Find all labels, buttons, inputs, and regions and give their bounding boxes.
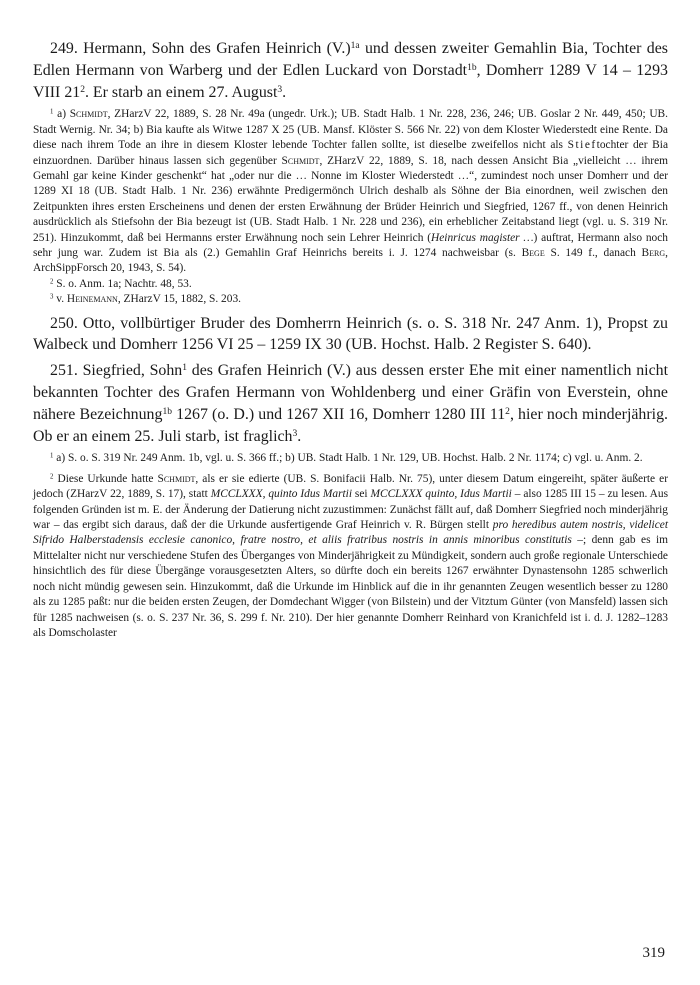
- footnote-text: a) S. o. S. 319 Nr. 249 Anm. 1b, vgl. u. S. 366 ff.; b) UB. Stadt Halb. 1 Nr. 129, UB. Hochst. Halb. 2 Nr. 1174; c) vgl. u. Anm. 2.: [53, 452, 643, 465]
- footnote-marker: 3: [292, 427, 298, 439]
- footnote-marker: 1b: [162, 405, 172, 417]
- footnote-249-2: [33, 277, 668, 292]
- latin-quote: MCCLXXX quinto, Idus Martii: [370, 488, 512, 501]
- footnote-text: , ZHarzV 15, 1882, S. 203.: [117, 293, 241, 306]
- author-name: Berg: [641, 247, 666, 260]
- footnote-text: S. o. Anm. 1a; Nachtr. 48, 53.: [53, 277, 192, 290]
- entry-text: 1267 (o. D.) und 1267 XII 16, Domherr 1280 III 11: [171, 405, 506, 423]
- footnote-marker: 2: [80, 83, 85, 95]
- author-name: Heinemann: [66, 293, 118, 306]
- footnote-number: 1: [50, 452, 54, 460]
- footnote-text: , ZHarzV 22, 1889, S. 28 Nr. 49a (ungedr. Urk.); UB. Stadt Halb. 1 Nr. 228, 236, 246; UB. Goslar 2 Nr. 449, 450; UB. Stadt Wernig. Nr. 34; b) Bia kaufte als Witwe 1287 X 25 (UB. Mansf. Klöster S. 566 Nr. 22) von dem Kloster Wiederstedt eine Rente. Da diese nach ihrem Tode an ihre in diesem Kloster lebende Tochter fallen sollte, ist dieselbe zweifellos nicht als: [33, 108, 669, 152]
- entry-text: und dessen zweiter Gemahlin Bia, Tochter des Edlen Hermann von Warberg und der Edlen Luckard von Dorstadt: [33, 40, 668, 79]
- footnote-text: , ZHarzV 22, 1889, S. 18, nach dessen Ansicht Bia „vielleicht … ihrem Gemahl gar keine Kinder geschenkt“ hat „oder nur die … Nonne im Kloster Wiederstedt …“, zumindest noch unser Domherr und der 1289 XI 18 (UB. Stadt Halb. 1 Nr. 236) erwähnte Predigermönch Ulrich deshalb als Söhne der Bia einordnen, weil zwischen den Zeitpunkten ihres ersten Erscheinens und denen der ersten Erwähnung der Brüder Heinrich und Siegfried, 1267 ff., von denen Heinrich ausdrücklich als Stiefsohn der Bia bezeugt ist (UB. Stadt Halb. 1 Nr. 228 und 236), ein erheblicher Zeitabstand liegt (vgl. u. S. 319 Nr. 251). Hinzukommt, daß bei Hermanns erster Erwähnung noch sein Lehrer Heinrich (: [33, 154, 669, 244]
- footnote-text: a): [53, 108, 70, 121]
- footnote-text: , als er sie edierte (UB. S. Bonifacii Halb. Nr. 75), unter diesem Datum eingereiht, später äußerte er jedoch (ZHarzV 22, 1889, S. 17), statt: [33, 472, 668, 501]
- footnote-251-2: [33, 472, 668, 641]
- footnote-text: tochter der Bia einzuordnen. Darüber hinaus lassen sich gegenüber: [33, 139, 668, 167]
- page-body: [33, 38, 668, 641]
- footnote-marker: 3: [277, 83, 283, 95]
- entry-text: 249. Hermann, Sohn des Grafen Heinrich (V.): [50, 40, 351, 57]
- entry-text: des Grafen Heinrich (V.) aus dessen erster Ehe mit einer namentlich nicht bekannten Tochter des Grafen Hermann von Wohldenberg und einer Gräfin von Everstein, ohne nähere Bezeichnung: [33, 362, 668, 423]
- footnote-marker: 1: [182, 362, 188, 374]
- entry-249: [33, 38, 668, 103]
- author-name: Schmidt: [69, 108, 108, 121]
- entry-250: [33, 313, 668, 357]
- spaced-emphasis: Stief: [567, 139, 597, 152]
- latin-quote: pro heredibus autem nostris, videlicet Sifrido Halberstadensis ecclesie canonico, fratre nostro, et aliis fratribus nostris in annis minoribus constitutis: [33, 519, 668, 547]
- footnote-marker: 1b: [467, 61, 477, 73]
- latin-quote: Heinricus magister …: [431, 231, 534, 244]
- entry-text: .: [282, 83, 287, 101]
- footnote-text: S. 149 f., danach: [544, 247, 642, 260]
- footnote-text: – also 1285 III 15 – zu lesen. Aus folgenden Gründen ist m. E. der Änderung der Datierung nicht zuzustimmen: Zunächst fällt auf, daß Domherr Siegfried noch minderjährig war – das ergibt sich daraus, daß der die Urkunde ausfertigende Graf Heinrich v. R. Bürgen stellt: [33, 488, 669, 532]
- author-name: Bege: [521, 247, 545, 260]
- footnote-number: 3: [50, 293, 54, 301]
- footnote-number: 2: [50, 278, 54, 286]
- entry-text: 250. Otto, vollbürtiger Bruder des Domherrn Heinrich (s. o. S. 318 Nr. 247 Anm. 1), Propst zu Walbeck und Domherr 1256 VI 25 – 1259 IX 30 (UB. Hochst. Halb. 2 Register S. 640).: [33, 314, 668, 354]
- footnote-marker: 1a: [350, 39, 360, 51]
- footnote-249-1: [33, 107, 668, 276]
- entry-text: . Er starb an einem 27. August: [84, 83, 278, 101]
- footnote-marker: 2: [505, 405, 510, 417]
- author-name: Schmidt: [281, 154, 320, 167]
- footnote-text: sei: [352, 488, 371, 501]
- footnote-text: , ArchSippForsch 20, 1943, S. 54).: [33, 247, 669, 275]
- entry-text: , Domherr 1289 V 14 – 1293 VIII 21: [33, 61, 668, 101]
- entry-text: .: [297, 427, 302, 445]
- footnote-number: 2: [50, 473, 54, 481]
- footnote-text: –; denn gab es im Mittelalter nicht nur verschiedene Stufen des Überganges von Minderjährigkeit zu Mündigkeit, sondern auch große regionale Unterschiede hinsichtlich des für diese Übergänge vorausgesetzten Alters, so dürfte doch ein bereits 1267 erwähnter Dynastensohn 1285 schwerlich noch nicht mündig gewesen sein. Hinzukommt, daß die Urkunde im Hinblick auf die in ihr genannten Zeugen wesentlich besser zu 1280 als zu 1285 paßt: nur die beiden ersten Zeugen, der Domdechant Wigger (von Bilstein) und der Vitztum Günter (von Mansfeld) lassen sich für 1285 nachweisen (s. o. S. 237 Nr. 36, S. 299 f. Nr. 210). Der hier genannte Domherr Reinhard von Kranichfeld ist i. d. J. 1282–1283 als Domscholaster: [33, 534, 669, 639]
- page-number: 319: [642, 945, 665, 961]
- footnote-number: 1: [50, 108, 54, 116]
- footnote-text: Diese Urkunde hatte: [53, 472, 158, 485]
- footnote-text: v.: [53, 293, 67, 306]
- entry-text: 251. Siegfried, Sohn: [50, 362, 183, 380]
- author-name: Schmidt: [157, 472, 196, 485]
- footnote-text: ) auftrat, Hermann also noch sehr jung war. Zudem ist Bia als (2.) Gemahlin Graf Heinrichs bereits i. J. 1274 nachweisbar (s.: [33, 231, 668, 260]
- entry-251: [33, 360, 668, 447]
- latin-quote: MCCLXXX, quinto Idus Martii: [210, 488, 353, 501]
- footnote-251-1: [33, 451, 668, 466]
- footnote-249-3: [33, 292, 668, 307]
- entry-text: , hier noch minderjährig. Ob er an einem 25. Juli starb, ist fraglich: [33, 405, 668, 445]
